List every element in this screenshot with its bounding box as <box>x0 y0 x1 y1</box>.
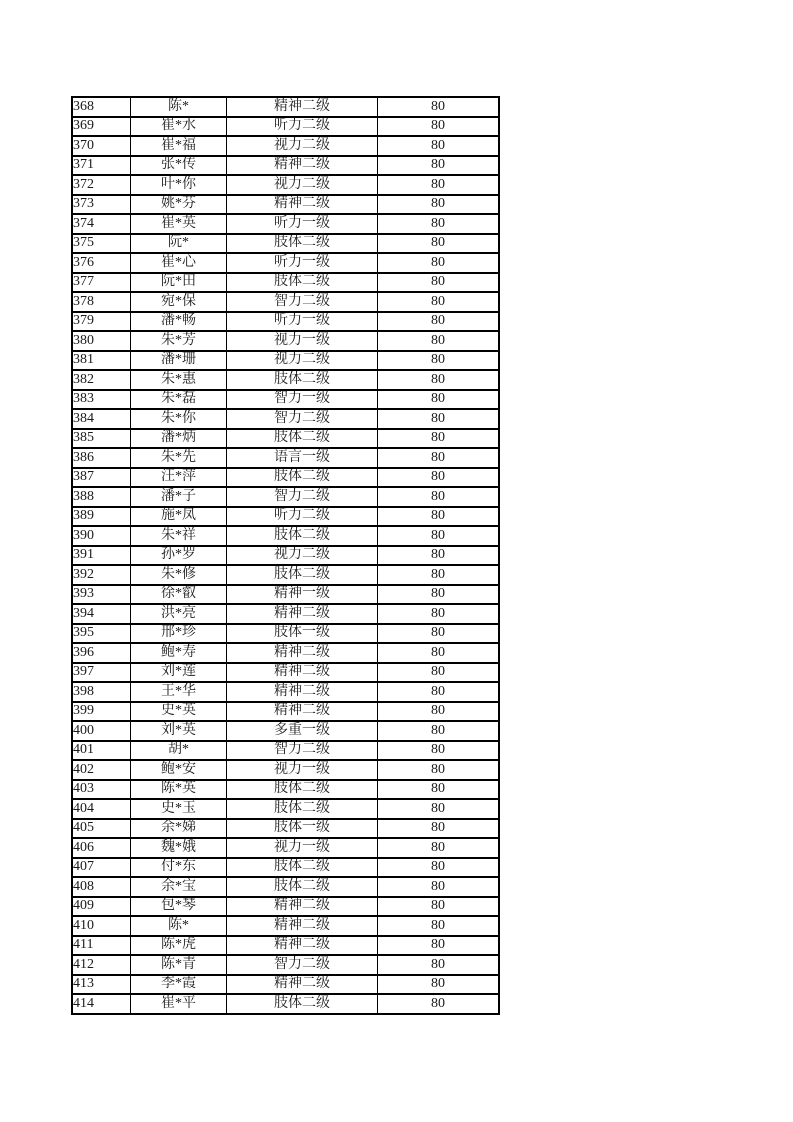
table-row <box>72 195 499 215</box>
amount-cell: 80 <box>378 331 500 351</box>
row-number-cell: 388 <box>72 487 131 507</box>
person-name-cell: 史*英 <box>131 702 227 722</box>
amount-cell: 80 <box>378 643 500 663</box>
person-name-cell: 李*霞 <box>131 975 227 995</box>
person-name-cell: 包*琴 <box>131 897 227 917</box>
amount-cell: 80 <box>378 760 500 780</box>
disability-category-cell: 智力二级 <box>227 955 378 975</box>
disability-category-cell: 听力一级 <box>227 312 378 332</box>
row-number-cell: 411 <box>72 936 131 956</box>
amount-cell: 80 <box>378 351 500 371</box>
row-number-cell: 403 <box>72 780 131 800</box>
row-number-cell: 404 <box>72 799 131 819</box>
row-number-cell: 393 <box>72 585 131 605</box>
table-row <box>72 214 499 234</box>
table-row <box>72 253 499 273</box>
person-name-cell: 朱*先 <box>131 448 227 468</box>
disability-category-cell: 精神二级 <box>227 975 378 995</box>
person-name-cell: 付*东 <box>131 858 227 878</box>
amount-cell: 80 <box>378 370 500 390</box>
disability-category-cell: 智力二级 <box>227 741 378 761</box>
amount-cell: 80 <box>378 507 500 527</box>
person-name-cell: 鲍*寿 <box>131 643 227 663</box>
person-name-cell: 洪*亮 <box>131 604 227 624</box>
person-name-cell: 陈* <box>131 97 227 117</box>
person-name-cell: 魏*娥 <box>131 838 227 858</box>
row-number-cell: 384 <box>72 409 131 429</box>
disability-category-cell: 精神二级 <box>227 663 378 683</box>
disability-category-cell: 肢体二级 <box>227 858 378 878</box>
table-row <box>72 487 499 507</box>
person-name-cell: 潘*子 <box>131 487 227 507</box>
amount-cell: 80 <box>378 136 500 156</box>
person-name-cell: 阮*田 <box>131 273 227 293</box>
row-number-cell: 399 <box>72 702 131 722</box>
amount-cell: 80 <box>378 175 500 195</box>
disability-category-cell: 肢体二级 <box>227 799 378 819</box>
row-number-cell: 394 <box>72 604 131 624</box>
disability-category-cell: 肢体二级 <box>227 370 378 390</box>
person-name-cell: 潘*珊 <box>131 351 227 371</box>
table-row <box>72 916 499 936</box>
row-number-cell: 400 <box>72 721 131 741</box>
person-name-cell: 邢*珍 <box>131 624 227 644</box>
amount-cell: 80 <box>378 897 500 917</box>
disability-category-cell: 听力二级 <box>227 117 378 137</box>
person-name-cell: 朱*芳 <box>131 331 227 351</box>
amount-cell: 80 <box>378 468 500 488</box>
amount-cell: 80 <box>378 312 500 332</box>
row-number-cell: 395 <box>72 624 131 644</box>
person-name-cell: 王*华 <box>131 682 227 702</box>
amount-cell: 80 <box>378 409 500 429</box>
row-number-cell: 396 <box>72 643 131 663</box>
amount-cell: 80 <box>378 253 500 273</box>
person-name-cell: 鲍*安 <box>131 760 227 780</box>
table-row <box>72 234 499 254</box>
disability-category-cell: 肢体二级 <box>227 877 378 897</box>
table-row <box>72 526 499 546</box>
row-number-cell: 369 <box>72 117 131 137</box>
disability-category-cell: 精神二级 <box>227 195 378 215</box>
amount-cell: 80 <box>378 585 500 605</box>
row-number-cell: 386 <box>72 448 131 468</box>
disability-category-cell: 精神二级 <box>227 643 378 663</box>
person-name-cell: 徐*叡 <box>131 585 227 605</box>
row-number-cell: 370 <box>72 136 131 156</box>
person-name-cell: 陈*青 <box>131 955 227 975</box>
disability-category-cell: 智力二级 <box>227 292 378 312</box>
disability-category-cell: 精神二级 <box>227 156 378 176</box>
table-row <box>72 507 499 527</box>
person-name-cell: 陈*虎 <box>131 936 227 956</box>
row-number-cell: 390 <box>72 526 131 546</box>
person-name-cell: 崔*心 <box>131 253 227 273</box>
amount-cell: 80 <box>378 702 500 722</box>
row-number-cell: 405 <box>72 819 131 839</box>
person-name-cell: 陈* <box>131 916 227 936</box>
amount-cell: 80 <box>378 819 500 839</box>
person-name-cell: 汪*萍 <box>131 468 227 488</box>
disability-category-cell: 肢体二级 <box>227 780 378 800</box>
amount-cell: 80 <box>378 97 500 117</box>
table-row <box>72 663 499 683</box>
table-row <box>72 448 499 468</box>
person-name-cell: 潘*畅 <box>131 312 227 332</box>
disability-category-cell: 精神二级 <box>227 936 378 956</box>
row-number-cell: 379 <box>72 312 131 332</box>
table-row <box>72 546 499 566</box>
person-name-cell: 潘*炳 <box>131 429 227 449</box>
person-name-cell: 余*娣 <box>131 819 227 839</box>
disability-category-cell: 语言一级 <box>227 448 378 468</box>
amount-cell: 80 <box>378 429 500 449</box>
row-number-cell: 389 <box>72 507 131 527</box>
row-number-cell: 376 <box>72 253 131 273</box>
amount-cell: 80 <box>378 721 500 741</box>
amount-cell: 80 <box>378 273 500 293</box>
disability-category-cell: 智力二级 <box>227 487 378 507</box>
amount-cell: 80 <box>378 741 500 761</box>
disability-category-cell: 视力一级 <box>227 838 378 858</box>
row-number-cell: 398 <box>72 682 131 702</box>
person-name-cell: 孙*罗 <box>131 546 227 566</box>
row-number-cell: 378 <box>72 292 131 312</box>
row-number-cell: 381 <box>72 351 131 371</box>
disability-category-cell: 肢体二级 <box>227 526 378 546</box>
row-number-cell: 380 <box>72 331 131 351</box>
row-number-cell: 373 <box>72 195 131 215</box>
amount-cell: 80 <box>378 214 500 234</box>
disability-category-cell: 视力一级 <box>227 760 378 780</box>
amount-cell: 80 <box>378 390 500 410</box>
table-row <box>72 331 499 351</box>
disability-category-cell: 肢体一级 <box>227 819 378 839</box>
disability-category-cell: 精神一级 <box>227 585 378 605</box>
row-number-cell: 377 <box>72 273 131 293</box>
person-name-cell: 宛*保 <box>131 292 227 312</box>
table-row <box>72 702 499 722</box>
person-name-cell: 朱*你 <box>131 409 227 429</box>
person-name-cell: 胡* <box>131 741 227 761</box>
amount-cell: 80 <box>378 858 500 878</box>
amount-cell: 80 <box>378 994 500 1014</box>
row-number-cell: 391 <box>72 546 131 566</box>
amount-cell: 80 <box>378 780 500 800</box>
row-number-cell: 402 <box>72 760 131 780</box>
table-row <box>72 721 499 741</box>
table-row <box>72 468 499 488</box>
row-number-cell: 372 <box>72 175 131 195</box>
table-row <box>72 370 499 390</box>
disability-category-cell: 多重一级 <box>227 721 378 741</box>
table-row <box>72 858 499 878</box>
amount-cell: 80 <box>378 117 500 137</box>
person-name-cell: 朱*磊 <box>131 390 227 410</box>
amount-cell: 80 <box>378 624 500 644</box>
row-number-cell: 401 <box>72 741 131 761</box>
amount-cell: 80 <box>378 565 500 585</box>
person-name-cell: 施*凤 <box>131 507 227 527</box>
table-row <box>72 312 499 332</box>
disability-category-cell: 智力二级 <box>227 409 378 429</box>
records-table-body <box>72 97 499 1014</box>
amount-cell: 80 <box>378 682 500 702</box>
table-row <box>72 136 499 156</box>
person-name-cell: 崔*平 <box>131 994 227 1014</box>
disability-category-cell: 肢体二级 <box>227 273 378 293</box>
amount-cell: 80 <box>378 663 500 683</box>
person-name-cell: 史*玉 <box>131 799 227 819</box>
table-row <box>72 975 499 995</box>
person-name-cell: 刘*英 <box>131 721 227 741</box>
person-name-cell: 刘*莲 <box>131 663 227 683</box>
disability-category-cell: 肢体二级 <box>227 468 378 488</box>
amount-cell: 80 <box>378 448 500 468</box>
amount-cell: 80 <box>378 936 500 956</box>
row-number-cell: 406 <box>72 838 131 858</box>
table-row <box>72 819 499 839</box>
table-row <box>72 955 499 975</box>
table-row <box>72 877 499 897</box>
table-row <box>72 897 499 917</box>
row-number-cell: 410 <box>72 916 131 936</box>
amount-cell: 80 <box>378 487 500 507</box>
amount-cell: 80 <box>378 955 500 975</box>
amount-cell: 80 <box>378 195 500 215</box>
table-row <box>72 604 499 624</box>
row-number-cell: 383 <box>72 390 131 410</box>
person-name-cell: 朱*祥 <box>131 526 227 546</box>
table-row <box>72 273 499 293</box>
disability-category-cell: 精神二级 <box>227 702 378 722</box>
table-row <box>72 409 499 429</box>
disability-category-cell: 视力一级 <box>227 331 378 351</box>
table-row <box>72 624 499 644</box>
table-row <box>72 565 499 585</box>
table-row <box>72 175 499 195</box>
person-name-cell: 崔*英 <box>131 214 227 234</box>
disability-category-cell: 肢体一级 <box>227 624 378 644</box>
amount-cell: 80 <box>378 799 500 819</box>
table-row <box>72 390 499 410</box>
table-row <box>72 292 499 312</box>
person-name-cell: 崔*水 <box>131 117 227 137</box>
table-row <box>72 429 499 449</box>
person-name-cell: 朱*修 <box>131 565 227 585</box>
amount-cell: 80 <box>378 838 500 858</box>
records-table <box>71 96 500 1015</box>
amount-cell: 80 <box>378 916 500 936</box>
row-number-cell: 374 <box>72 214 131 234</box>
table-row <box>72 585 499 605</box>
disability-category-cell: 视力二级 <box>227 136 378 156</box>
row-number-cell: 412 <box>72 955 131 975</box>
table-row <box>72 838 499 858</box>
row-number-cell: 413 <box>72 975 131 995</box>
table-row <box>72 994 499 1014</box>
disability-category-cell: 肢体二级 <box>227 994 378 1014</box>
row-number-cell: 382 <box>72 370 131 390</box>
disability-category-cell: 听力一级 <box>227 253 378 273</box>
table-row <box>72 760 499 780</box>
person-name-cell: 朱*惠 <box>131 370 227 390</box>
disability-category-cell: 听力一级 <box>227 214 378 234</box>
person-name-cell: 姚*芬 <box>131 195 227 215</box>
amount-cell: 80 <box>378 546 500 566</box>
disability-category-cell: 听力二级 <box>227 507 378 527</box>
disability-category-cell: 精神二级 <box>227 604 378 624</box>
table-row <box>72 936 499 956</box>
table-row <box>72 351 499 371</box>
amount-cell: 80 <box>378 526 500 546</box>
row-number-cell: 414 <box>72 994 131 1014</box>
row-number-cell: 409 <box>72 897 131 917</box>
disability-category-cell: 视力二级 <box>227 351 378 371</box>
person-name-cell: 余*宝 <box>131 877 227 897</box>
disability-category-cell: 肢体二级 <box>227 565 378 585</box>
disability-category-cell: 视力二级 <box>227 546 378 566</box>
table-row <box>72 97 499 117</box>
table-row <box>72 741 499 761</box>
disability-category-cell: 精神二级 <box>227 97 378 117</box>
disability-category-cell: 精神二级 <box>227 682 378 702</box>
table-row <box>72 780 499 800</box>
disability-category-cell: 视力二级 <box>227 175 378 195</box>
table-row <box>72 156 499 176</box>
amount-cell: 80 <box>378 877 500 897</box>
row-number-cell: 385 <box>72 429 131 449</box>
disability-category-cell: 精神二级 <box>227 916 378 936</box>
disability-category-cell: 精神二级 <box>227 897 378 917</box>
table-row <box>72 117 499 137</box>
person-name-cell: 阮* <box>131 234 227 254</box>
disability-category-cell: 肢体二级 <box>227 234 378 254</box>
table-row <box>72 643 499 663</box>
row-number-cell: 407 <box>72 858 131 878</box>
row-number-cell: 392 <box>72 565 131 585</box>
row-number-cell: 387 <box>72 468 131 488</box>
table-row <box>72 799 499 819</box>
disability-category-cell: 肢体二级 <box>227 429 378 449</box>
person-name-cell: 崔*福 <box>131 136 227 156</box>
row-number-cell: 397 <box>72 663 131 683</box>
person-name-cell: 张*传 <box>131 156 227 176</box>
person-name-cell: 陈*英 <box>131 780 227 800</box>
row-number-cell: 371 <box>72 156 131 176</box>
row-number-cell: 375 <box>72 234 131 254</box>
person-name-cell: 叶*你 <box>131 175 227 195</box>
amount-cell: 80 <box>378 604 500 624</box>
row-number-cell: 368 <box>72 97 131 117</box>
table-row <box>72 682 499 702</box>
disability-category-cell: 智力一级 <box>227 390 378 410</box>
amount-cell: 80 <box>378 975 500 995</box>
amount-cell: 80 <box>378 234 500 254</box>
row-number-cell: 408 <box>72 877 131 897</box>
amount-cell: 80 <box>378 292 500 312</box>
amount-cell: 80 <box>378 156 500 176</box>
